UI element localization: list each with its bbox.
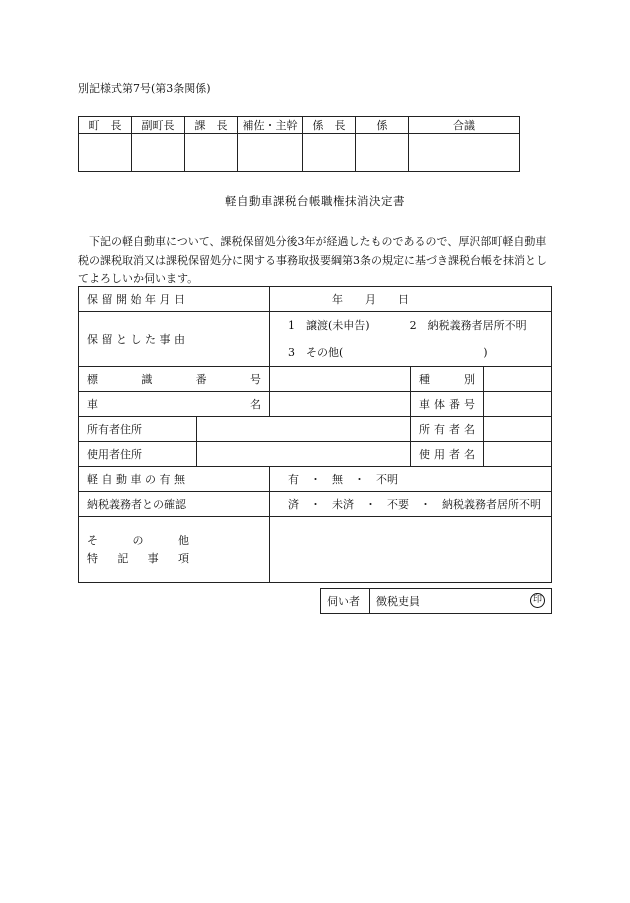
approval-header-consultation: 合議: [409, 117, 520, 134]
hold-date-value: 年 月 日: [270, 287, 552, 312]
row-plate-kind: [79, 367, 552, 392]
chassis-label: 車 体 番 号: [411, 392, 484, 417]
form-reference: 別記様式第7号(第3条関係): [78, 82, 211, 95]
approval-stamp-row: [79, 134, 520, 172]
stamp-cell: [356, 134, 409, 172]
kind-label: 種 別: [411, 367, 484, 392]
officer-cell: [370, 589, 552, 614]
user-name-label: 使 用 者 名: [411, 442, 484, 467]
user-address-value: [197, 442, 411, 467]
row-user: [79, 442, 552, 467]
owner-address-value: [197, 417, 411, 442]
vehicle-details-table: [78, 286, 552, 583]
reason-option-3-close: ): [483, 346, 488, 359]
existence-value: 有 ・ 無 ・ 不明: [270, 467, 552, 492]
kind-value: [484, 367, 552, 392]
document-title: 軽自動車課税台帳職権抹消決定書: [225, 194, 405, 208]
plate-label: 標 識 番 号: [79, 367, 270, 392]
tax-officer-label: 徴税吏員: [376, 595, 420, 608]
seal-mark: 印: [530, 593, 545, 608]
owner-name-value: [484, 417, 552, 442]
row-confirmation: [79, 492, 552, 517]
other-notes-label: そ の 他 特 記 事 項: [79, 517, 270, 583]
owner-address-label: 所有者住所: [79, 417, 197, 442]
approval-header-staff: 係: [356, 117, 409, 134]
approval-header-unit-chief: 係 長: [303, 117, 356, 134]
row-hold-date: [79, 287, 552, 312]
approval-header-mayor: 町 長: [79, 117, 132, 134]
owner-name-label: 所 有 者 名: [411, 417, 484, 442]
signature-row: [321, 589, 552, 614]
body-paragraph: 下記の軽自動車について、課税保留処分後3年が経過したものであるので、厚沢部町軽自動車税の課税取消又は課税保留処分に関する事務取扱要綱第3条の規定に基づき課税台帳を抹消としてよろしいか伺います。: [78, 235, 547, 285]
chassis-value: [484, 392, 552, 417]
approval-header-deputy-mayor: 副町長: [132, 117, 185, 134]
stamp-cell: [409, 134, 520, 172]
approval-stamp-table: [78, 116, 520, 172]
reason-options: [270, 312, 552, 367]
approval-header-section-chief: 課 長: [185, 117, 238, 134]
approval-header-assistant: 補佐・主幹: [238, 117, 303, 134]
stamp-cell: [238, 134, 303, 172]
reason-label: 保 留 と し た 事 由: [79, 312, 270, 367]
hold-date-label: 保 留 開 始 年 月 日: [79, 287, 270, 312]
stamp-cell: [303, 134, 356, 172]
signature-table: [320, 588, 552, 614]
reason-option-3: 3 その他(: [288, 346, 344, 359]
row-existence: [79, 467, 552, 492]
plate-value: [270, 367, 411, 392]
existence-label: 軽 自 動 車 の 有 無: [79, 467, 270, 492]
confirmation-value: 済 ・ 未済 ・ 不要 ・ 納税義務者居所不明: [270, 492, 552, 517]
row-owner: [79, 417, 552, 442]
stamp-cell: [185, 134, 238, 172]
confirmation-label: 納税義務者との確認: [79, 492, 270, 517]
reason-option-1: 1 譲渡(未申告): [288, 319, 370, 332]
reason-option-2: 2 納税義務者居所不明: [409, 319, 527, 332]
row-other-notes: [79, 517, 552, 583]
row-car-chassis: [79, 392, 552, 417]
car-value: [270, 392, 411, 417]
stamp-cell: [79, 134, 132, 172]
other-notes-value: [270, 517, 552, 583]
approval-header-row: [79, 117, 520, 134]
car-label: 車 名: [79, 392, 270, 417]
user-name-value: [484, 442, 552, 467]
user-address-label: 使用者住所: [79, 442, 197, 467]
stamp-cell: [132, 134, 185, 172]
row-reason: [79, 312, 552, 367]
inquirer-label: 伺い者: [321, 589, 370, 614]
